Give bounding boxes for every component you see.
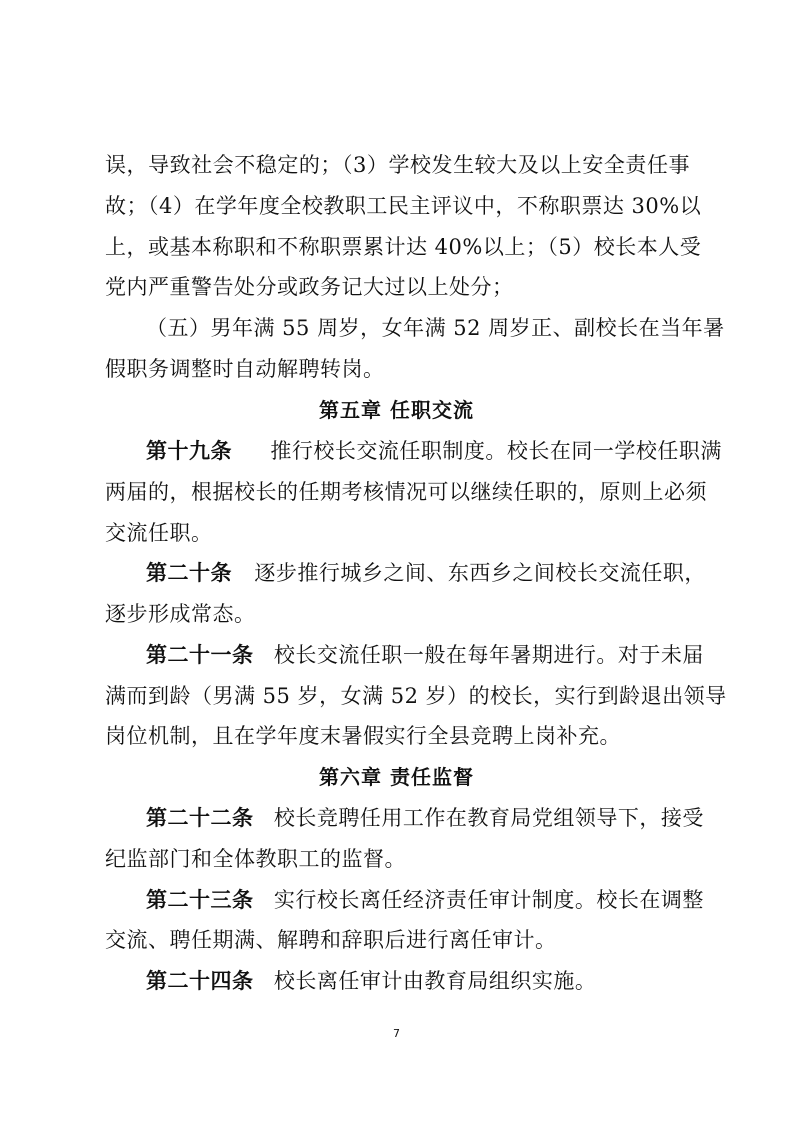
chapter-heading: 第六章 责任监督 [319, 765, 474, 789]
article-label: 第二十条 [146, 561, 232, 585]
article-text: 校长竞聘任用工作在教育局党组领导下，接受 [273, 806, 704, 830]
text-line: 误，导致社会不稳定的；（3）学校发生较大及以上安全责任事 [105, 153, 690, 177]
article-text: 逐步推行城乡之间、东西乡之间校长交流任职， [254, 561, 706, 585]
article-label: 第二十二条 [146, 806, 254, 830]
text-line: （五）男年满 55 周岁，女年满 52 周岁正、副校长在当年暑 [146, 316, 725, 340]
text-line: 满而到龄（男满 55 岁，女满 52 岁）的校长，实行到龄退出领导 [105, 684, 727, 708]
article-label: 第二十三条 [146, 888, 254, 912]
text-line: 故；（4）在学年度全校教职工民主评议中，不称职票达 30%以 [105, 194, 702, 218]
article-21 [146, 641, 704, 669]
article-22 [146, 804, 704, 832]
article-text: 实行校长离任经济责任审计制度。校长在调整 [273, 888, 704, 912]
article-24 [146, 967, 690, 995]
text-line: 交流、聘任期满、解聘和辞职后进行离任审计。 [105, 928, 557, 952]
text-line: 交流任职。 [105, 521, 213, 545]
page-number: 7 [393, 1027, 400, 1040]
article-text: 校长交流任职一般在每年暑期进行。对于未届 [273, 643, 704, 667]
text-line: 纪监部门和全体教职工的监督。 [105, 847, 406, 871]
article-label: 第二十四条 [146, 969, 254, 993]
article-label: 第二十一条 [146, 643, 254, 667]
text-line: 党内严重警告处分或政务记大过以上处分； [105, 275, 514, 299]
article-text: 校长离任审计由教育局组织实施。 [273, 969, 597, 993]
chapter-heading: 第五章 任职交流 [319, 398, 474, 422]
text-line: 上，或基本称职和不称职票累计达 40%以上；（5）校长本人受 [105, 235, 702, 259]
text-line: 两届的，根据校长的任期考核情况可以继续任职的，原则上必须 [105, 480, 707, 504]
text-line: 岗位机制，且在学年度末暑假实行全县竞聘上岗补充。 [105, 724, 621, 748]
text-line: 假职务调整时自动解聘转岗。 [105, 357, 385, 381]
article-23 [146, 886, 704, 914]
article-text: 推行校长交流任职制度。校长在同一学校任职满 [270, 439, 722, 463]
article-label: 第十九条 [146, 439, 232, 463]
article-20 [146, 559, 706, 587]
article-19 [146, 437, 722, 465]
text-line: 逐步形成常态。 [105, 602, 256, 626]
